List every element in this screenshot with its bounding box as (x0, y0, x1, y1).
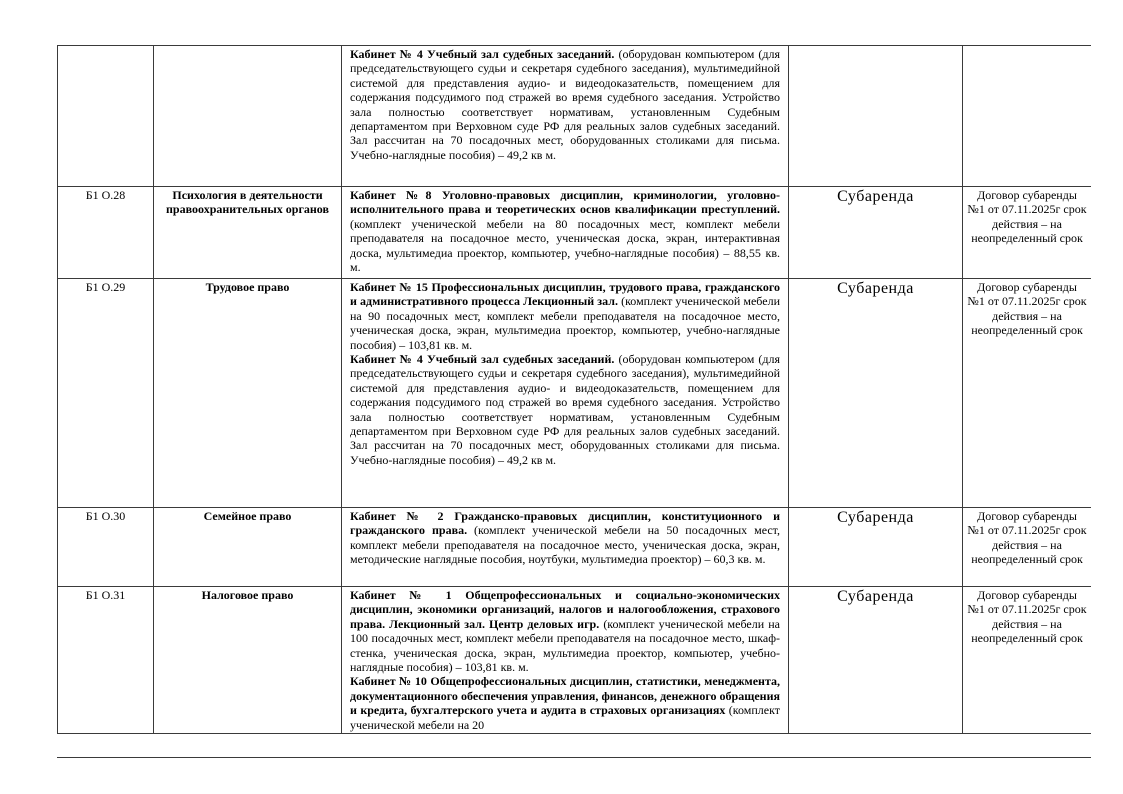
room-details: (комплект ученической мебели на 100 посадочных мест, комплект мебели преподавателя на посадочное место, шкаф-стенка, ученическая доска, экран, мультимедиа проектор, компьютер, учебно-наглядные пособия) – 103,81 кв. м. (350, 616, 780, 675)
ownership-type-cell: Субаренда (789, 508, 963, 587)
room-title: Кабинет № 15 Профессиональных дисциплин, трудового права, гражданского и административного процесса Лекционный зал. (350, 280, 780, 309)
table-row (58, 587, 1092, 734)
room-title: Кабинет № 1 Общепрофессиональных и социально-экономических дисциплин, экономики организаций, налогов и налогообложения, страхового права. Лекционный зал. Центр деловых игр. (350, 588, 780, 631)
contract-details-cell: Договор субаренды №1 от 07.11.2025г срок действия – на неопределенный срок (963, 187, 1092, 279)
discipline-name-cell: Налоговое право (154, 587, 342, 734)
room-description (350, 352, 780, 467)
discipline-name-cell: Трудовое право (154, 279, 342, 508)
rooms-description-cell (342, 187, 789, 279)
room-title: Кабинет № 4 Учебный зал судебных заседаний. (350, 352, 615, 367)
room-details: (оборудован компьютером (для председательствующего судьи и секретаря судебного заседания), мультимедийной системой для представления аудио- и видеодоказательств, помещением для содержания подсудимого под стражей во время судебного заседания. Устройство зала полностью соответствует нормативам, установленным Судебным департаментом при Верховном суде РФ для реальных залов судебных заседаний. Зал рассчитан на 70 посадочных мест, оборудованных столиками для письма. Учебно-наглядные пособия) – 49,2 кв м. (350, 352, 780, 467)
discipline-name-cell: Семейное право (154, 508, 342, 587)
room-details: (комплект ученической мебели на 50 посадочных мест, комплект мебели преподавателя на посадочное место, ученическая доска, экран, методические наглядные пособия, ноутбуки, мультимедиа проектор) – 60,3 кв. м. (350, 523, 780, 567)
room-description (350, 674, 780, 732)
classroom-equipment-table (57, 45, 1091, 734)
rooms-description-cell (342, 279, 789, 508)
rooms-description-cell (342, 46, 789, 187)
room-description (350, 47, 780, 162)
table-row (58, 279, 1092, 508)
table-page-break-clip (57, 45, 1091, 758)
table-row (58, 46, 1092, 187)
discipline-code-cell: Б1 О.30 (58, 508, 154, 587)
table-row (58, 508, 1092, 587)
discipline-code-cell: Б1 О.29 (58, 279, 154, 508)
room-description (350, 588, 780, 674)
ownership-type-cell (789, 46, 963, 187)
discipline-code-cell: Б1 О.31 (58, 587, 154, 734)
table-row (58, 187, 1092, 279)
contract-details-cell: Договор субаренды №1 от 07.11.2025г срок действия – на неопределенный срок (963, 508, 1092, 587)
room-description (350, 509, 780, 567)
room-title: Кабинет № 4 Учебный зал судебных заседаний. (350, 47, 615, 61)
room-title: Кабинет № 10 Общепрофессиональных дисциплин, статистики, менеджмента, документационного обеспечения управления, финансов, денежного обращения и кредита, бухгалтерского учета и аудита в страховых организациях (350, 674, 780, 718)
room-details: (оборудован компьютером (для председательствующего судьи и секретаря судебного заседания), мультимедийной системой для представления аудио- и видеодоказательств, помещением для содержания подсудимого под стражей во время судебного заседания. Устройство зала полностью соответствует нормативам, установленным Судебным департаментом при Верховном суде РФ для реальных залов судебных заседаний. Зал рассчитан на 70 посадочных мест, оборудованных столиками для письма. Учебно-наглядные пособия) – 49,2 кв м. (350, 47, 780, 162)
ownership-type-cell: Субаренда (789, 187, 963, 279)
discipline-code-cell (58, 46, 154, 187)
ownership-type-cell: Субаренда (789, 279, 963, 508)
room-details: (комплект ученической мебели на 20 (350, 703, 781, 732)
discipline-name-cell: Психология в деятельности правоохранительных органов (154, 187, 342, 279)
contract-details-cell: Договор субаренды №1 от 07.11.2025г срок действия – на неопределенный срок (963, 587, 1092, 734)
room-description (350, 188, 780, 274)
rooms-description-cell (342, 508, 789, 587)
contract-details-cell (963, 46, 1092, 187)
room-description (350, 280, 780, 352)
room-title: Кабинет №8 Уголовно-правовых дисциплин, криминологии, уголовно-исполнительного права и теоретических основ квалификации преступлений. (350, 188, 780, 217)
discipline-code-cell: Б1 О.28 (58, 187, 154, 279)
contract-details-cell: Договор субаренды №1 от 07.11.2025г срок действия – на неопределенный срок (963, 279, 1092, 508)
rooms-description-cell (342, 587, 789, 734)
ownership-type-cell: Субаренда (789, 587, 963, 734)
discipline-name-cell (154, 46, 342, 187)
room-details: (комплект ученической мебели на 80 посадочных мест, комплект мебели преподавателя на посадочное место, ученическая доска, экран, интерактивная доска, мультимедиа проектор, компьютер, учебно-наглядные пособия) – 88,55 кв. м. (350, 216, 780, 275)
room-title: Кабинет № 2 Гражданско-правовых дисциплин, конституционного и гражданского права. (350, 509, 780, 538)
room-details: (комплект ученической мебели на 90 посадочных мест, комплект мебели преподавателя на посадочное место, ученическая доска, экран, мультимедиа проектор, компьютер, учебно-наглядные пособия) – 103,81 кв. м. (350, 294, 780, 352)
